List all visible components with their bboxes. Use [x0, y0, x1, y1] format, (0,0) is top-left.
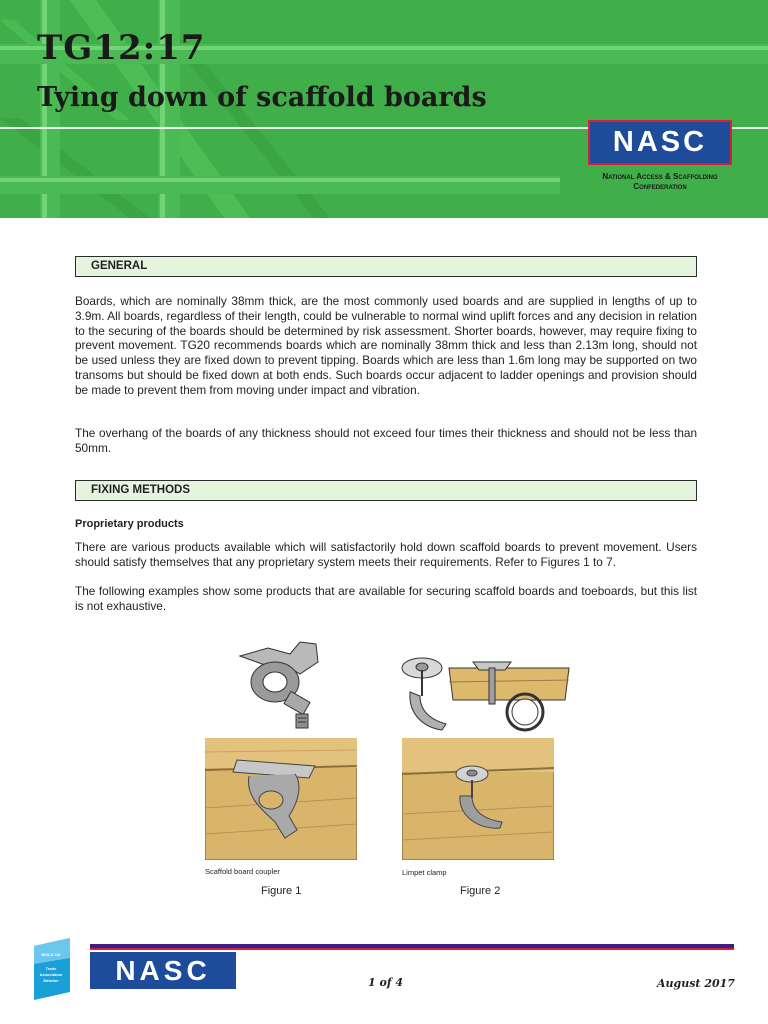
figure-2-label: Figure 2 — [460, 885, 501, 897]
header-banner — [0, 0, 768, 218]
publication-date: August 2017 — [657, 977, 735, 990]
figure-2-caption: Limpet clamp — [402, 868, 447, 877]
nasc-logo-text: NASC — [612, 126, 708, 158]
document-code: TG12:17 — [37, 28, 206, 68]
fixing-paragraph-2: The following examples show some products that are available for securing scaffold boards and toeboards, but this list is not exhaustive. — [75, 584, 697, 613]
limpet-clamp-section-illustration — [445, 658, 573, 740]
scaffold-board-coupler-photo — [205, 738, 357, 860]
footer-nasc-logo — [90, 952, 236, 989]
page-number: 1 of 4 — [368, 976, 404, 989]
figure-1-caption: Scaffold board coupler — [205, 867, 280, 876]
section-heading-fixing-methods: FIXING METHODS — [75, 480, 697, 501]
document-title: Tying down of scaffold boards — [37, 82, 487, 113]
badge-line-4: Member — [43, 978, 59, 983]
badge-line-2: Trade — [45, 966, 57, 971]
subheading-proprietary-products: Proprietary products — [75, 518, 184, 530]
figure-1-label: Figure 1 — [261, 885, 302, 897]
footer-divider — [90, 944, 734, 950]
footer-nasc-logo-text: NASC — [115, 954, 211, 986]
section-heading-general: GENERAL — [75, 256, 697, 277]
badge-line-3: Association — [39, 972, 63, 977]
nasc-logo — [588, 120, 732, 165]
general-paragraph-1: Boards, which are nominally 38mm thick, are the most commonly used boards and are supplied in lengths of up to 3.9m. All boards, regardless of their length, could be vulnerable to normal wind uplift forces and any decision in relation to the securing of the boards should be determined by risk assessment. Shorter boards, however, may require fixing to prevent movement. TG20 recommends boards which are nominally 38mm thick and less than 2.13m long, should not be used unless they are fixed down to prevent tipping. Boards which are less than 1.6m long may be supported on two transoms but should be fixed down at both ends. Such boards occur adjacent to ladder openings and provision should be made to prevent them from moving under impact and vibration. — [75, 294, 697, 397]
fixing-paragraph-1: There are various products available which will satisfactorily hold down scaffold boards to prevent movement. Users should satisfy themselves that any proprietary system meets their requirements. Refer to Figures 1 to 7. — [75, 540, 697, 569]
badge-line-1: BUILD UK — [41, 952, 61, 957]
coupler-detail-illustration — [230, 634, 330, 734]
general-paragraph-2: The overhang of the boards of any thickness should not exceed four times their thickness and should not be less than 50mm. — [75, 426, 697, 455]
limpet-clamp-photo — [402, 738, 554, 860]
organisation-name: National Access & Scaffolding Confederation — [602, 172, 718, 191]
